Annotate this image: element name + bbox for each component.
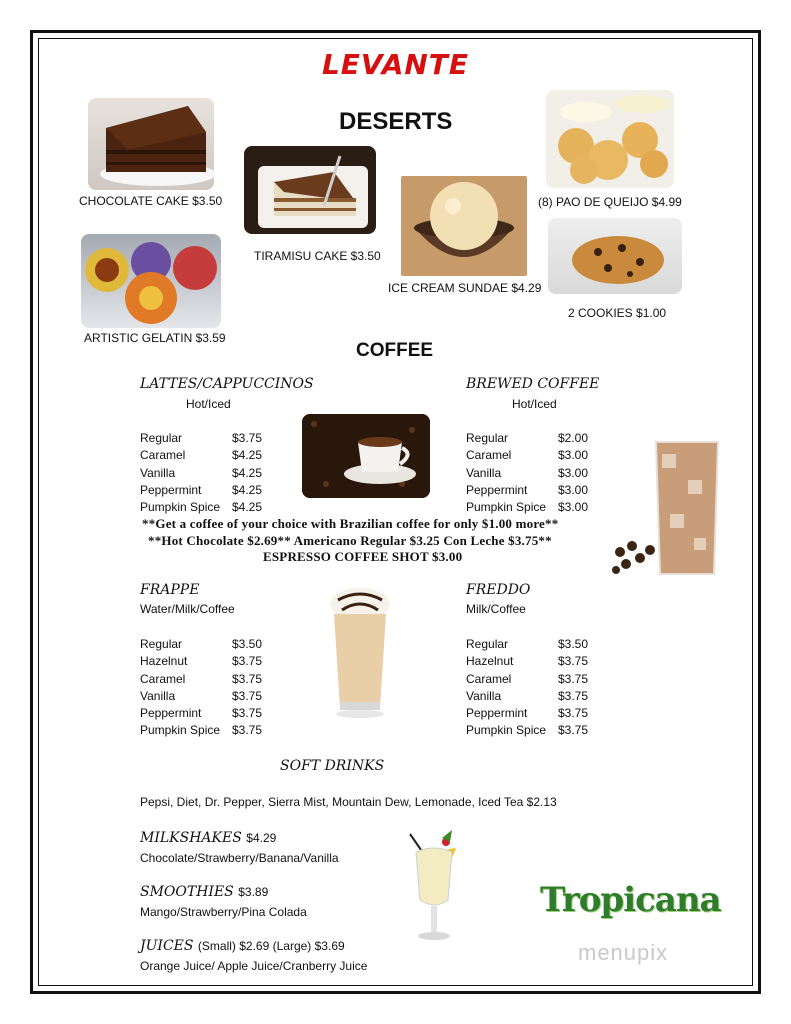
item-price: $3.75 (232, 431, 263, 445)
freddo-heading: FREDDO (466, 582, 531, 598)
item-name: Hazelnut (466, 654, 514, 669)
price-row (140, 688, 262, 705)
promo-hot-chocolate: **Hot Chocolate $2.69** Americano Regular $3.25 Con Leche $3.75** (148, 533, 552, 548)
item-price: $3.00 (558, 465, 589, 480)
item-price: $4.25 (232, 500, 263, 515)
price-row (466, 722, 588, 739)
item-price: $3.00 (558, 448, 589, 463)
desserts-heading: DESERTS (339, 108, 453, 135)
freddo-price-list (466, 636, 588, 740)
item-name: Vanilla (466, 465, 502, 480)
cookies-caption: 2 COOKIES $1.00 (568, 306, 667, 320)
item-price: $3.75 (232, 723, 263, 738)
item-name: Peppermint (140, 706, 202, 721)
promo-brazilian: **Get a coffee of your choice with Brazilian coffee for only $1.00 more** (142, 516, 559, 531)
item-name: Peppermint (140, 482, 202, 497)
frappe-heading: FRAPPE (140, 582, 200, 598)
item-name: Pumpkin Spice (466, 500, 547, 515)
item-name: Hazelnut (140, 654, 188, 669)
item-name: Caramel (466, 448, 512, 463)
item-name: Peppermint (466, 482, 528, 497)
price-row (140, 430, 262, 447)
brewed-heading: BREWED COFFEE (466, 376, 600, 392)
item-price: $4.25 (232, 448, 263, 463)
item-name: Vanilla (140, 465, 176, 480)
item-name: Caramel (140, 448, 186, 463)
price-row (466, 705, 588, 722)
price-row (140, 705, 262, 722)
freddo-note: Milk/Coffee (466, 602, 526, 616)
item-price: $3.75 (558, 706, 589, 721)
item-name: Peppermint (466, 706, 528, 721)
price-row (466, 688, 588, 705)
tiramisu-caption: TIRAMISU CAKE $3.50 (254, 249, 381, 263)
frappe-price-list (140, 636, 262, 740)
pao-de-queijo-photo (546, 90, 674, 188)
price-row (140, 722, 262, 739)
juices-flavors: Orange Juice/ Apple Juice/Cranberry Juice (140, 959, 368, 973)
item-price: $3.75 (558, 688, 589, 703)
lattes-note: Hot/Iced (186, 397, 231, 411)
coffee-cup-photo (302, 414, 430, 498)
price-row (466, 653, 588, 670)
price-row (140, 465, 262, 482)
frappe-glass-photo (320, 584, 400, 724)
price-row (140, 499, 262, 516)
smoothies-price: $3.89 (238, 885, 269, 899)
juices-title: JUICES (140, 938, 194, 954)
gelatin-caption: ARTISTIC GELATIN $3.59 (84, 331, 226, 345)
cookies-photo (548, 218, 682, 294)
item-price: $3.75 (232, 688, 263, 703)
item-name: Pumpkin Spice (140, 500, 221, 515)
price-row (140, 671, 262, 688)
item-name: Regular (466, 431, 509, 445)
gelatin-photo (81, 234, 221, 328)
menupix-watermark: menupix (578, 940, 669, 965)
lattes-price-list (140, 430, 262, 516)
pina-colada-photo (404, 830, 464, 946)
soft-drinks-list: Pepsi, Diet, Dr. Pepper, Sierra Mist, Mountain Dew, Lemonade, Iced Tea $2.13 (140, 795, 557, 809)
ice-cream-caption: ICE CREAM SUNDAE $4.29 (388, 281, 542, 295)
tiramisu-photo (244, 146, 376, 234)
price-row (466, 482, 588, 499)
milkshakes-title: MILKSHAKES (140, 830, 242, 846)
price-row (466, 430, 588, 447)
soft-drinks-heading: SOFT DRINKS (280, 758, 385, 774)
tropicana-logo: Tropicana (540, 880, 721, 920)
smoothies-heading (140, 884, 268, 900)
item-price: $3.75 (232, 706, 263, 721)
price-row (466, 671, 588, 688)
promo-espresso: ESPRESSO COFFEE SHOT $3.00 (263, 549, 463, 564)
milkshakes-price: $4.29 (246, 831, 277, 845)
frappe-note: Water/Milk/Coffee (140, 602, 235, 616)
item-name: Pumpkin Spice (466, 723, 547, 738)
price-row (140, 482, 262, 499)
ice-cream-photo (401, 176, 527, 276)
chocolate-cake-photo (88, 98, 214, 190)
item-price: $3.50 (232, 637, 263, 651)
item-price: $3.75 (558, 671, 589, 686)
milkshakes-heading (140, 830, 276, 846)
lattes-heading: LATTES/CAPPUCCINOS (140, 376, 314, 392)
price-row (466, 465, 588, 482)
coffee-heading: COFFEE (356, 340, 434, 361)
juices-heading (140, 938, 345, 954)
item-price: $3.75 (232, 671, 263, 686)
smoothies-flavors: Mango/Strawberry/Pina Colada (140, 905, 307, 919)
item-price: $4.25 (232, 465, 263, 480)
item-price: $4.25 (232, 482, 263, 497)
brewed-note: Hot/Iced (512, 397, 557, 411)
item-name: Vanilla (140, 688, 176, 703)
item-name: Vanilla (466, 688, 502, 703)
item-price: $3.75 (558, 723, 589, 738)
item-price: $3.75 (232, 654, 263, 669)
iced-coffee-photo (610, 434, 732, 586)
item-price: $3.00 (558, 482, 589, 497)
milkshakes-flavors: Chocolate/Strawberry/Banana/Vanilla (140, 851, 339, 865)
item-price: $3.75 (558, 654, 589, 669)
price-row (466, 447, 588, 464)
item-name: Caramel (140, 671, 186, 686)
item-name: Caramel (466, 671, 512, 686)
item-name: Regular (140, 637, 183, 651)
restaurant-title: LEVANTE (321, 48, 470, 81)
price-row (466, 499, 588, 516)
item-price: $3.00 (558, 500, 589, 515)
item-price: $2.00 (558, 431, 589, 445)
price-row (140, 636, 262, 653)
pao-de-queijo-caption: (8) PAO DE QUEIJO $4.99 (538, 195, 682, 209)
price-row (140, 447, 262, 464)
juices-price: (Small) $2.69 (Large) $3.69 (197, 939, 345, 953)
item-name: Regular (466, 637, 509, 651)
item-price: $3.50 (558, 637, 589, 651)
chocolate-cake-caption: CHOCOLATE CAKE $3.50 (79, 194, 223, 208)
price-row (466, 636, 588, 653)
smoothies-title: SMOOTHIES (140, 884, 234, 900)
item-name: Pumpkin Spice (140, 723, 221, 738)
item-name: Regular (140, 431, 183, 445)
brewed-price-list (466, 430, 588, 516)
price-row (140, 653, 262, 670)
